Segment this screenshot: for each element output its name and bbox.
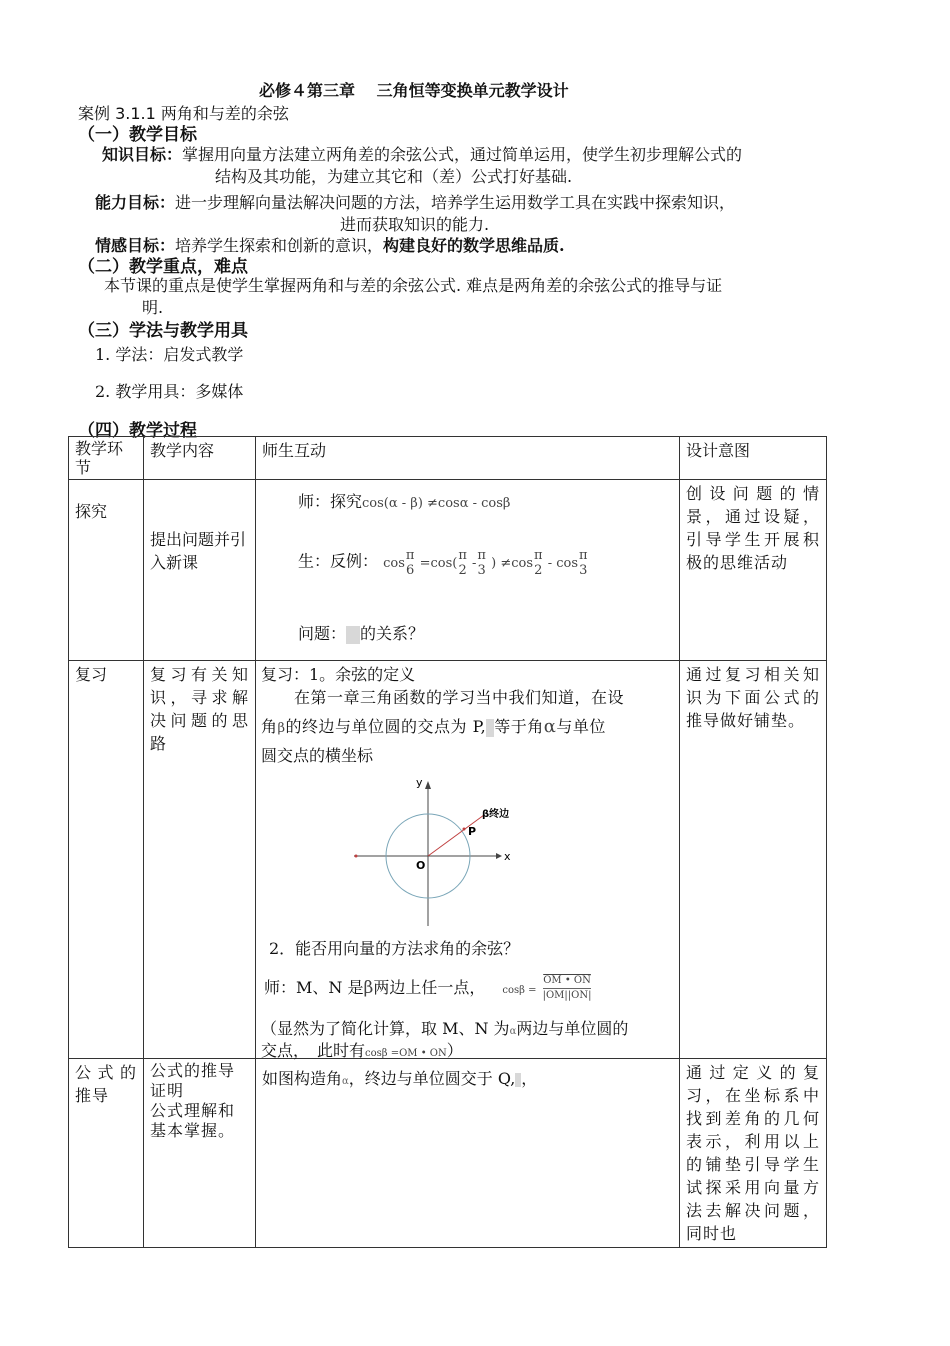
- row2-interaction: [256, 661, 680, 1059]
- frac-pi-2b: [534, 548, 543, 578]
- f-eq-cos: =cos(: [419, 555, 458, 571]
- y-axis-arrow-icon: [425, 781, 431, 789]
- cos-beta-label: cosβ =: [502, 985, 537, 996]
- f-cos-1: cos: [383, 555, 405, 571]
- frac-pi-2: [458, 548, 467, 578]
- x-axis-label: x: [504, 850, 511, 863]
- row1-intent: 创设问题的情景，通过设疑，引导学生开展积极的思维活动: [680, 480, 827, 661]
- question-2: 2．能否用向量的方法求角的余弦？: [269, 939, 520, 958]
- knowledge-goal-label: 知识目标：: [102, 145, 183, 164]
- review-p2c: 等于角: [494, 717, 544, 736]
- row1-content: 提出问题并引入新课: [144, 480, 256, 661]
- method-item-1: 1. 学法：启发式教学: [95, 345, 244, 364]
- row2-content: 复习有关知识，寻求解决问题的思路: [144, 661, 256, 1059]
- method-item-2: 2. 教学用具：多媒体: [95, 382, 244, 401]
- paren-c: 交点， 此时有: [261, 1041, 366, 1060]
- frac-den: 2: [534, 563, 543, 578]
- beta-symbol: β: [363, 978, 374, 998]
- emotion-goal-bold: 构建良好的数学思维品质.: [383, 236, 565, 255]
- teacher2-b: 两边上任一点，: [373, 978, 486, 997]
- cos-beta-fraction: [543, 974, 592, 1003]
- row3-text-c: ，: [521, 1069, 538, 1088]
- section-heading-process: （四）教学过程: [78, 421, 197, 441]
- alpha-symbol: α: [543, 716, 557, 737]
- header-stage: 教学环节: [69, 437, 144, 480]
- student-counterexample: [298, 548, 589, 578]
- point-p-label: P: [468, 825, 477, 838]
- emotion-goal-label: 情感目标：: [95, 236, 176, 255]
- f-minus: -: [472, 555, 477, 571]
- f-neq-cos: ) ≠cos: [491, 555, 533, 571]
- explore-formula: cos(α - β) ≠cosα - cosβ: [362, 496, 511, 511]
- paren-d: ）: [446, 1041, 463, 1060]
- section-heading-goals: （一）教学目标: [78, 125, 197, 145]
- counterexample-formula: [383, 548, 588, 578]
- teacher-explore: [298, 490, 510, 515]
- row1-interaction: [256, 480, 680, 661]
- row3-text-b: ，终边与单位圆交于 Q,: [348, 1069, 516, 1088]
- paren-formula: cosβ =OM • ON: [365, 1048, 447, 1059]
- frac-num: π: [458, 548, 467, 563]
- x-axis-arrow-icon: [496, 853, 502, 859]
- row1-stage: 探究: [69, 480, 144, 661]
- teaching-process-table: [68, 436, 827, 1248]
- alpha-symbol: α: [509, 1026, 517, 1037]
- review-paragraph-2: [261, 715, 606, 740]
- emotion-goal-text: 培养学生探索和创新的意识，: [175, 236, 384, 255]
- keypoints-line1: 本节课的重点是使学生掌握两角和与差的余弦公式. 难点是两角差的余弦公式的推导与证: [104, 276, 723, 295]
- row3-text-a: 如图构造角: [262, 1069, 343, 1088]
- knowledge-goal-text: 掌握用向量方法建立两角差的余弦公式，通过简单运用，使学生初步理解公式的: [182, 145, 743, 164]
- ability-goal-label: 能力目标：: [95, 193, 176, 212]
- frac-num: π: [579, 548, 588, 563]
- ability-goal-text: 进一步理解向量法解决问题的方法，培养学生运用数学工具在实践中探索知识，: [175, 193, 736, 212]
- table-row: [69, 1059, 827, 1248]
- review-p2a: 角: [261, 717, 278, 736]
- teacher-explore-prefix: 师：探究: [298, 492, 363, 511]
- frac-num: π: [405, 548, 415, 563]
- ability-goal-line1: [95, 190, 735, 213]
- paren-b: 两边与单位圆的: [516, 1019, 629, 1038]
- case-title: 案例 3.1.1 两角和与差的余弦: [78, 104, 289, 123]
- frac-pi-3b: [579, 548, 588, 578]
- y-axis-label: y: [416, 776, 423, 789]
- row2-stage: 复习: [69, 661, 144, 1059]
- row3-content: 公式的推导证明 公式理解和基本掌握。: [144, 1059, 256, 1248]
- question-line: [298, 622, 424, 645]
- teacher-vector-line: [264, 974, 592, 1003]
- keypoints-line2: 明.: [142, 298, 164, 317]
- section-heading-keypoints: （二）教学重点，难点: [78, 257, 248, 277]
- counterexample-prefix: 生：反例：: [298, 551, 379, 571]
- section-heading-methods: （三）学法与教学用具: [78, 321, 248, 341]
- frac-den: 3: [477, 563, 486, 578]
- table-row: [69, 480, 827, 661]
- review-paragraph-3: 圆交点的横坐标: [261, 746, 374, 765]
- question-prefix: 问题：: [298, 624, 347, 643]
- header-intent: 设计意图: [680, 437, 827, 480]
- f-minus-cos: - cos: [547, 555, 578, 571]
- unit-circle-figure: [344, 771, 524, 931]
- table-row: [69, 661, 827, 1059]
- review-title: 复习：1。余弦的定义: [261, 665, 416, 684]
- frac-den: 2: [458, 563, 467, 578]
- document-title: 必修４第三章 三角恒等变换单元教学设计: [259, 81, 569, 100]
- knowledge-goal-line2: 结构及其功能，为建立其它和（差）公式打好基础.: [215, 167, 573, 186]
- review-p2d: 与单位: [556, 717, 606, 736]
- fraction-denominator: |OM||ON|: [542, 990, 592, 1001]
- frac-pi-6: [406, 548, 415, 578]
- frac-num: π: [477, 548, 486, 563]
- review-paragraph-1: 在第一章三角函数的学习当中我们知道，在设: [294, 688, 625, 707]
- frac-den: 3: [579, 563, 588, 578]
- alpha-symbol: α: [342, 1076, 349, 1087]
- left-dot: [355, 855, 358, 858]
- table-header-row: [69, 437, 827, 480]
- origin-label: O: [416, 859, 426, 872]
- teacher2-a: 师：M、N 是: [264, 978, 364, 997]
- knowledge-goal-line1: [102, 142, 742, 165]
- frac-den: 6: [406, 563, 415, 578]
- fraction-numerator: OM • ON: [543, 974, 592, 989]
- ability-goal-line2: 进而获取知识的能力.: [340, 215, 490, 234]
- row3-intent: 通过定义的复习，在坐标系中找到差角的几何表示，利用以上的铺垫引导学生试探采用向量方法去解决问题，同时也: [680, 1059, 827, 1248]
- header-interaction: 师生互动: [256, 437, 680, 480]
- row3-stage: 公式的推导: [69, 1059, 144, 1248]
- header-content: 教学内容: [144, 437, 256, 480]
- frac-num: π: [534, 548, 543, 563]
- row3-interaction: [256, 1059, 680, 1248]
- frac-pi-3: [477, 548, 486, 578]
- beta-symbol: β: [277, 721, 286, 736]
- question-suffix: 的关系？: [360, 624, 425, 643]
- row2-intent: 通过复习相关知识为下面公式的推导做好铺垫。: [680, 661, 827, 1059]
- paren-a: （显然为了简化计算，取 M、N 为: [261, 1019, 510, 1038]
- simplify-note-line2: [261, 1039, 463, 1065]
- terminal-side-label: β终边: [482, 809, 510, 820]
- point-p-dot: [463, 828, 466, 831]
- review-p2b: 的终边与单位圆的交点为 P,: [285, 717, 487, 736]
- formula-placeholder-icon: [346, 626, 360, 644]
